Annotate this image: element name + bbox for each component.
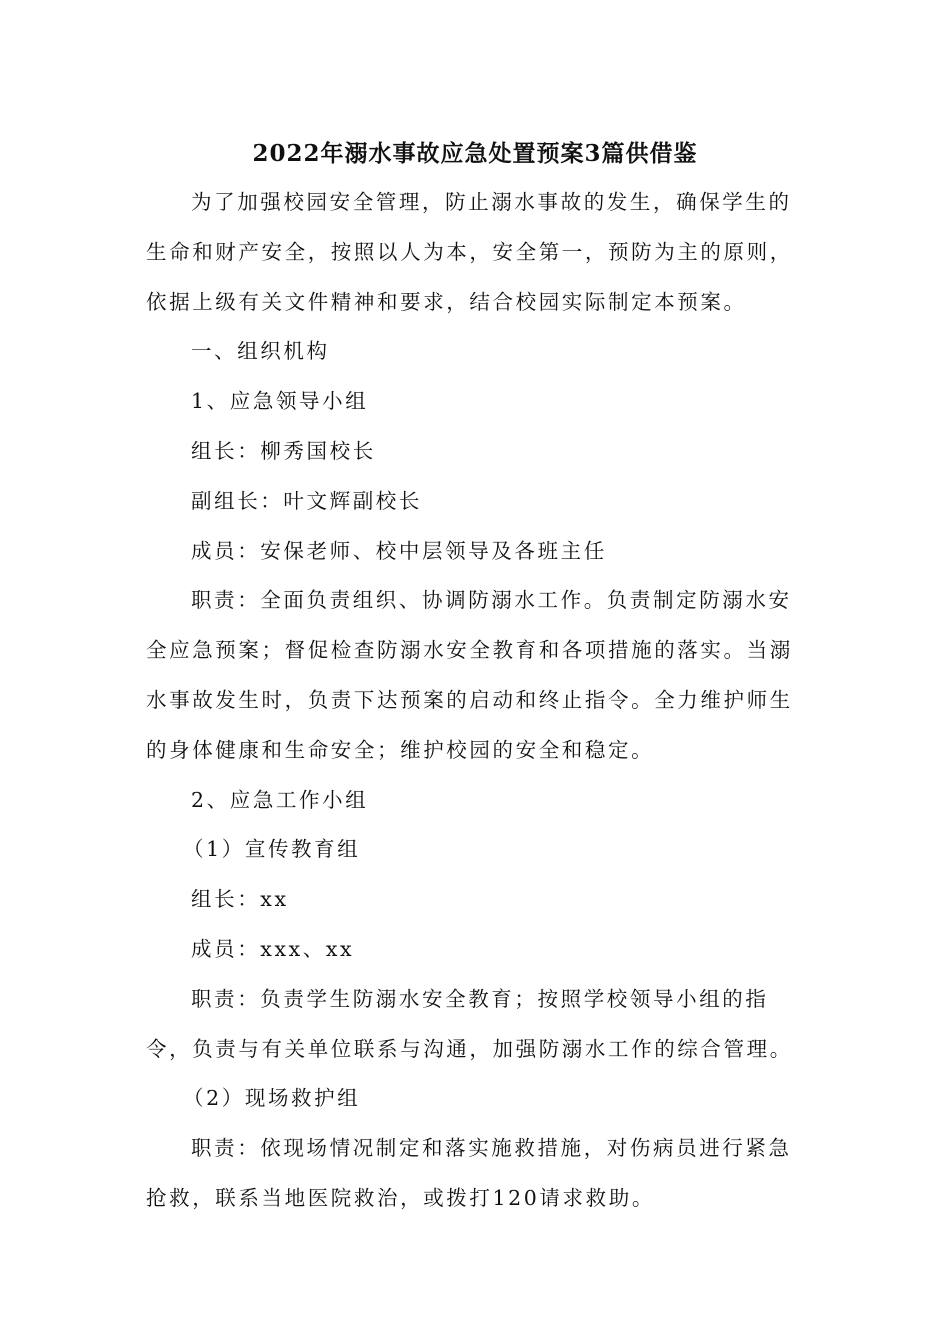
subsection-heading-leadership-group: 1、应急领导小组 [191,389,369,414]
deputy-leader-line: 副组长：叶文辉副校长 [191,488,422,513]
leadership-duties-paragraph: 职责：全面负责组织、协调防溺水工作。负责制定防溺水安全应急预案；督促检查防溺水安全教育和各项措施的落实。当溺水事故发生时，负责下达预案的启动和终止指令。全力维护师生的身体健康和生命安全；维护校园的安全和稳定。 [146,588,793,762]
subsection-heading-working-group: 2、应急工作小组 [191,787,369,812]
group-heading-publicity-education: （1）宣传教育组 [183,837,361,862]
group-heading-onsite-rescue: （2）现场救护组 [183,1086,361,1111]
document-body [146,178,796,1224]
section-heading-organization: 一、组织机构 [191,339,330,364]
document-title: 2022年溺水事故应急处置预案3篇供借鉴 [252,140,698,167]
publicity-members-line: 成员：xxx、xx [191,936,355,961]
publicity-leader-line: 组长：xx [191,887,289,912]
members-line: 成员：安保老师、校中层领导及各班主任 [191,538,607,563]
intro-paragraph: 为了加强校园安全管理，防止溺水事故的发生，确保学生的生命和财产安全，按照以人为本，安全第一，预防为主的原则，依据上级有关文件精神和要求，结合校园实际制定本预案。 [146,190,793,314]
leader-line: 组长：柳秀国校长 [191,438,376,463]
rescue-duties-paragraph: 职责：依现场情况制定和落实施救措施，对伤病员进行紧急抢救，联系当地医院救治，或拨打120请求救助。 [146,1136,792,1210]
publicity-duties-paragraph: 职责：负责学生防溺水安全教育；按照学校领导小组的指令，负责与有关单位联系与沟通，加强防溺水工作的综合管理。 [146,986,793,1061]
